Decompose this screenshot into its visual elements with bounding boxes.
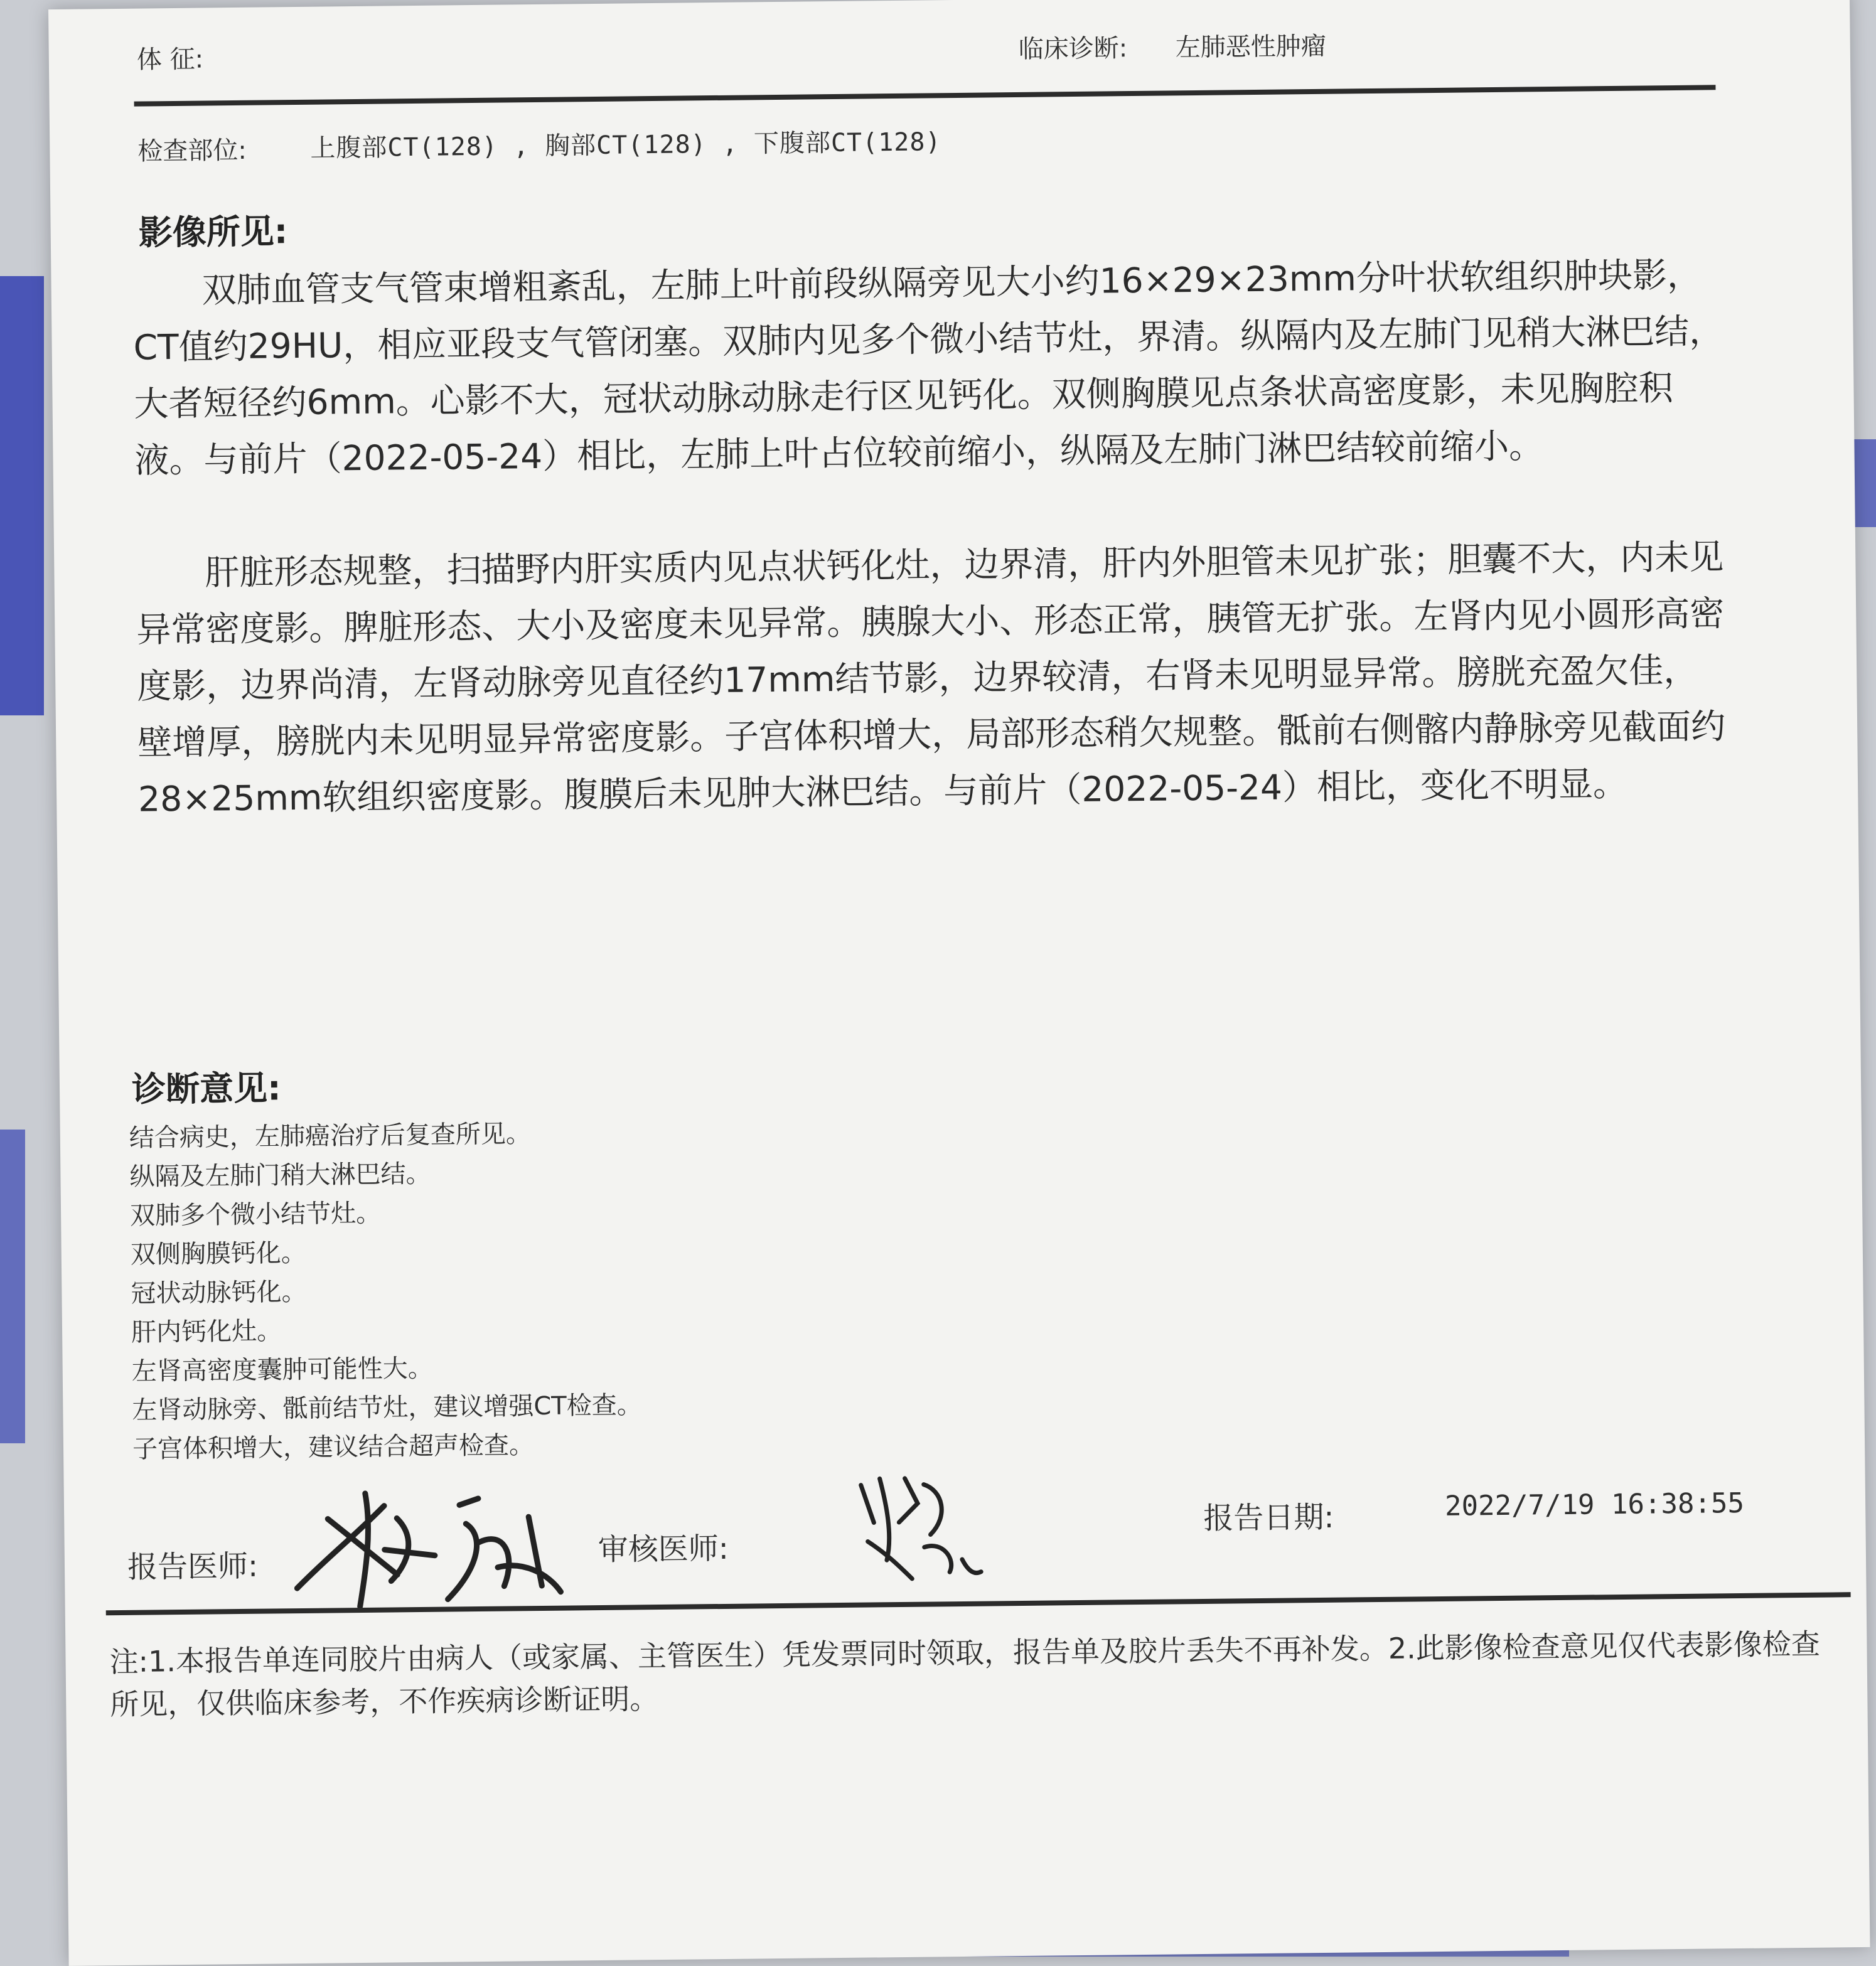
header-divider bbox=[134, 85, 1716, 106]
footer-note: 注:1.本报告单连同胶片由病人（或家属、主管医生）凭发票同时领取，报告单及胶片丢失不再补发。2.此影像检查意见仅代表影像检查所见，仅供临床参考，不作疾病诊断证明。 bbox=[109, 1627, 1821, 1722]
report-date-label: 报告日期: bbox=[1203, 1499, 1334, 1536]
findings-paragraph-1: 双肺血管支气管束增粗紊乱，左肺上叶前段纵隔旁见大小约16×29×23mm分叶状软组织肿块影，CT值约29HU，相应亚段支气管闭塞。双肺内见多个微小结节灶，界清。纵隔内及左肺门见稍大淋巴结，大者短径约6mm。心影不大，冠状动脉动脉走行区见钙化。双侧胸膜见点条状高密度影，未见胸腔积液。与前片（2022-05-24）相比，左肺上叶占位较前缩小，纵隔及左肺门淋巴结较前缩小。 bbox=[133, 254, 1724, 481]
report-date-value: 2022/7/19 16:38:55 bbox=[1444, 1487, 1745, 1522]
diagnosis-item: 子宫体积增大，建议结合超声检查。 bbox=[132, 1431, 535, 1464]
diagnosis-item: 纵隔及左肺门稍大淋巴结。 bbox=[129, 1159, 431, 1192]
report-paper bbox=[48, 0, 1870, 1966]
report-doctor-label: 报告医师: bbox=[127, 1548, 259, 1585]
diagnosis-item: 双侧胸膜钙化。 bbox=[130, 1238, 307, 1269]
diagnosis-item: 左肾动脉旁、骶前结节灶，建议增强CT检查。 bbox=[132, 1391, 642, 1425]
diagnosis-item: 双肺多个微小结节灶。 bbox=[129, 1199, 382, 1231]
diagnosis-item: 左肾高密度囊肿可能性大。 bbox=[131, 1354, 433, 1386]
signs-label: 体 征: bbox=[136, 45, 204, 75]
diagnosis-item: 冠状动脉钙化。 bbox=[131, 1277, 307, 1308]
review-doctor-label: 审核医师: bbox=[598, 1531, 729, 1568]
findings-heading: 影像所见: bbox=[138, 211, 288, 253]
diagnosis-heading: 诊断意见: bbox=[131, 1068, 281, 1109]
findings-paragraph-2: 肝脏形态规整，扫描野内肝实质内见点状钙化灶，边界清，肝内外胆管未见扩张；胆囊不大，内未见异常密度影。脾脏形态、大小及密度未见异常。胰腺大小、形态正常，胰管无扩张。左肾内见小圆形高密度影，边界尚清，左肾动脉旁见直径约17mm结节影，边界较清，右肾未见明显异常。膀胱充盈欠佳，壁增厚，膀胱内未见明显异常密度影。子宫体积增大，局部形态稍欠规整。骶前右侧髂内静脉旁见截面约28×25mm软组织密度影。腹膜后未见肿大淋巴结。与前片（2022-05-24）相比，变化不明显。 bbox=[136, 537, 1726, 820]
exam-site-value: 上腹部CT(128) , 胸部CT(128) , 下腹部CT(128) bbox=[310, 127, 941, 163]
report-doctor-signature bbox=[290, 1478, 586, 1616]
background-pattern-left bbox=[0, 276, 44, 715]
clinical-diagnosis-label: 临床诊断: bbox=[1018, 34, 1128, 64]
diagnosis-item: 肝内钙化灶。 bbox=[131, 1317, 282, 1347]
exam-site-label: 检查部位: bbox=[137, 136, 247, 166]
clinical-diagnosis-value: 左肺恶性肿瘤 bbox=[1175, 31, 1326, 63]
diagnosis-item: 结合病史，左肺癌治疗后复查所见。 bbox=[129, 1119, 532, 1153]
background-pattern-right bbox=[1852, 439, 1876, 527]
background-pattern-left-lower bbox=[0, 1130, 25, 1443]
review-doctor-signature bbox=[848, 1465, 987, 1588]
